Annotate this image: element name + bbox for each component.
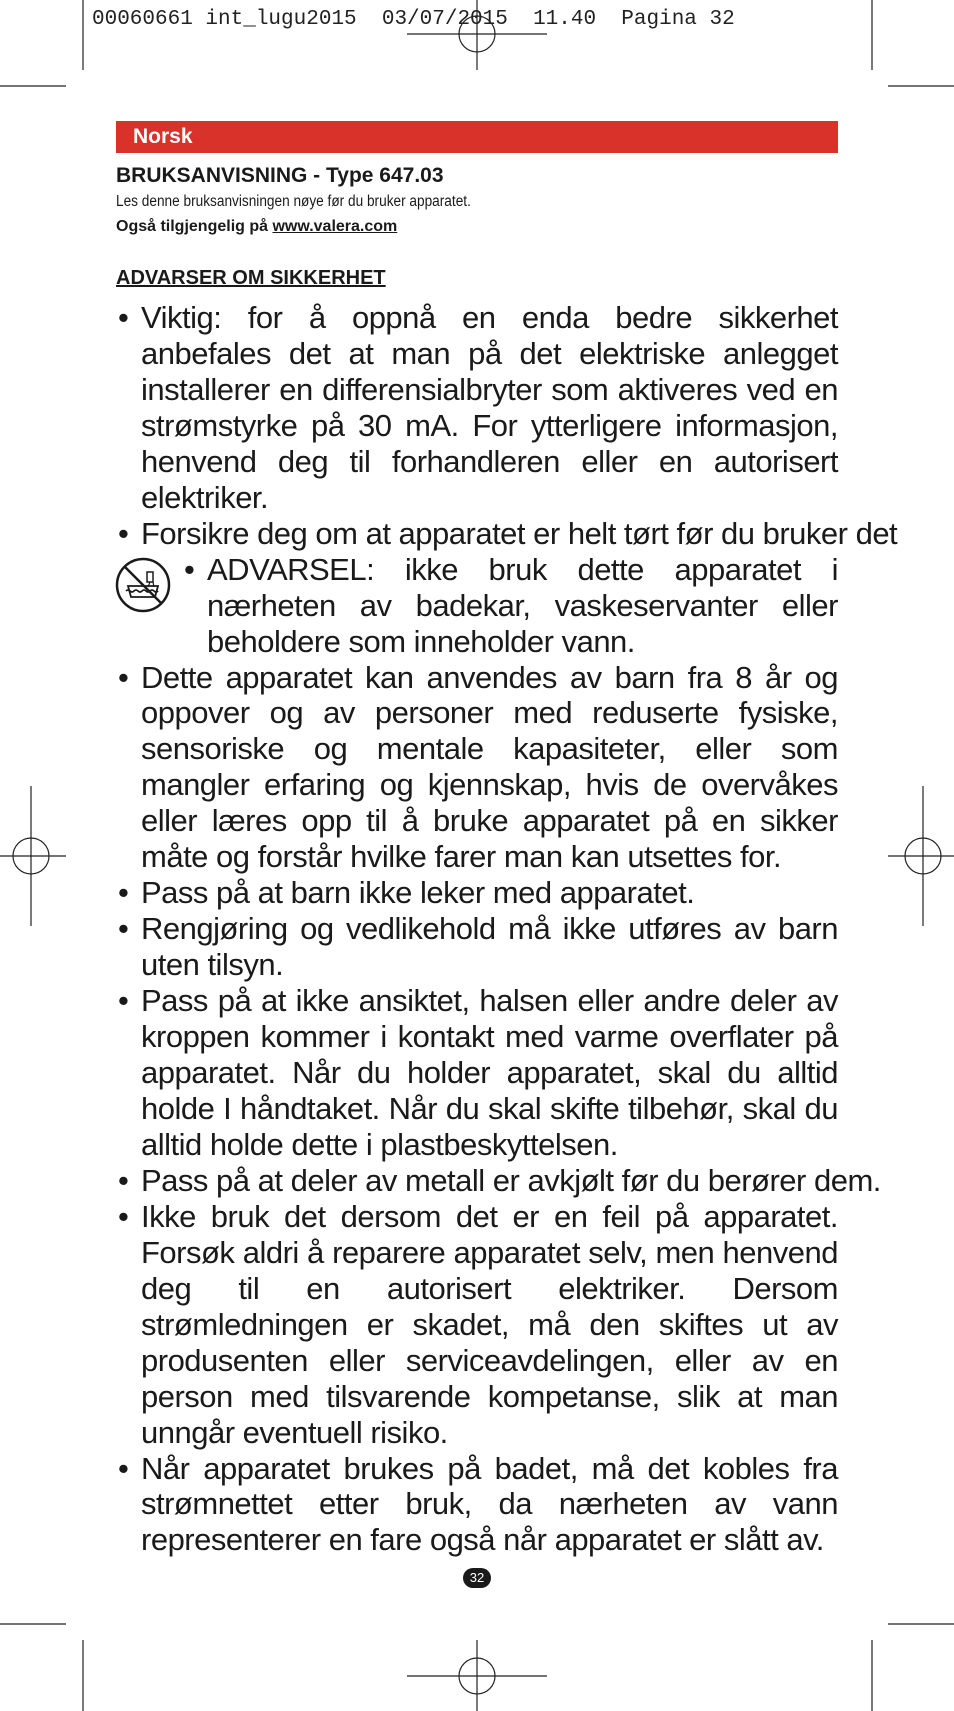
item-text: Rengjøring og vedlikehold må ikke utføres av barn uten tilsyn. (141, 911, 838, 983)
printer-slug: 00060661 int_lugu2015 03/07/2015 11.40 Pagina 32 (92, 8, 735, 31)
bullet: • (118, 1198, 129, 1234)
item-text: Pass på at ikke ansiktet, halsen eller andre deler av kroppen kommer i kontakt med varme overflater på apparatet. Når du holder apparatet, skal du alltid holde I håndtaket. Når du skal skifte tilbehør, skal du alltid holde dette i plastbeskyttelsen. (141, 983, 838, 1162)
item-text: Dette apparatet kan anvendes av barn fra 8 år og oppover og av personer med reduserte fysiske, sensoriske og mentale kapasiteter, eller som mangler erfaring og kjennskap, hvis de overvåkes eller læres opp til å bruke apparatet på en sikker måte og forstår hvilke farer man kan utsettes for. (141, 659, 838, 875)
bullet: • (118, 1162, 129, 1198)
list-item (116, 875, 838, 911)
availability-note (116, 218, 397, 236)
list-item (116, 515, 898, 552)
item-text: Pass på at barn ikke leker med apparatet. (141, 875, 695, 911)
item-text: ADVARSEL: ikke bruk dette apparatet i nærheten av badekar, vaskeservanter eller beholdere som inneholder vann. (207, 551, 838, 659)
list-item (116, 1162, 881, 1199)
safety-warnings-list (116, 300, 898, 1558)
bullet: • (118, 515, 129, 551)
website-link[interactable]: www.valera.com (272, 218, 398, 235)
list-item (116, 660, 838, 876)
item-text: Pass på at deler av metall er avkjølt før du berører dem. (141, 1162, 881, 1198)
list-item-warning (116, 552, 838, 660)
list-item (116, 1451, 838, 1559)
no-water-bath-icon (114, 556, 172, 614)
list-item (116, 300, 838, 516)
document-title: BRUKSANVISNING - Type 647.03 (116, 164, 444, 187)
list-item (116, 1199, 838, 1451)
language-header: Norsk (116, 121, 838, 153)
item-text: Når apparatet brukes på badet, må det kobles fra strømnettet etter bruk, da nærheten av vann representerer en fare også når apparatet er slått av. (141, 1450, 838, 1558)
item-text: Ikke bruk det dersom det er en feil på apparatet. Forsøk aldri å reparere apparatet selv, men henvend deg til en autorisert elektriker. Dersom strømledningen er skadet, må den skiftes ut av produsenten eller serviceavdelingen, eller av en person med tilsvarende kompetanse, slik at man unngår eventuell risiko. (141, 1198, 838, 1450)
page-number: 32 (463, 1568, 491, 1588)
bullet: • (118, 300, 129, 335)
bullet: • (118, 911, 129, 947)
bullet: • (118, 1450, 129, 1486)
list-item (116, 911, 838, 983)
bullet: • (118, 875, 129, 911)
item-text: Forsikre deg om at apparatet er helt tørt før du bruker det (141, 515, 898, 551)
bullet: • (118, 659, 129, 695)
list-item (116, 983, 838, 1163)
bullet: • (184, 551, 195, 587)
bullet: • (118, 983, 129, 1019)
section-heading: ADVARSER OM SIKKERHET (116, 267, 386, 289)
item-text: Viktig: for å oppnå en enda bedre sikkerhet anbefales det at man på det elektriske anlegget installerer en differensialbryter som aktiveres ved en strømstyrke på 30 mA. For ytterligere informasjon, henvend deg til forhandleren eller en autorisert elektriker. (141, 300, 838, 515)
document-subtitle: Les denne bruksanvisningen nøye før du bruker apparatet. (116, 193, 471, 210)
availability-prefix: Også tilgjengelig på (116, 218, 273, 235)
